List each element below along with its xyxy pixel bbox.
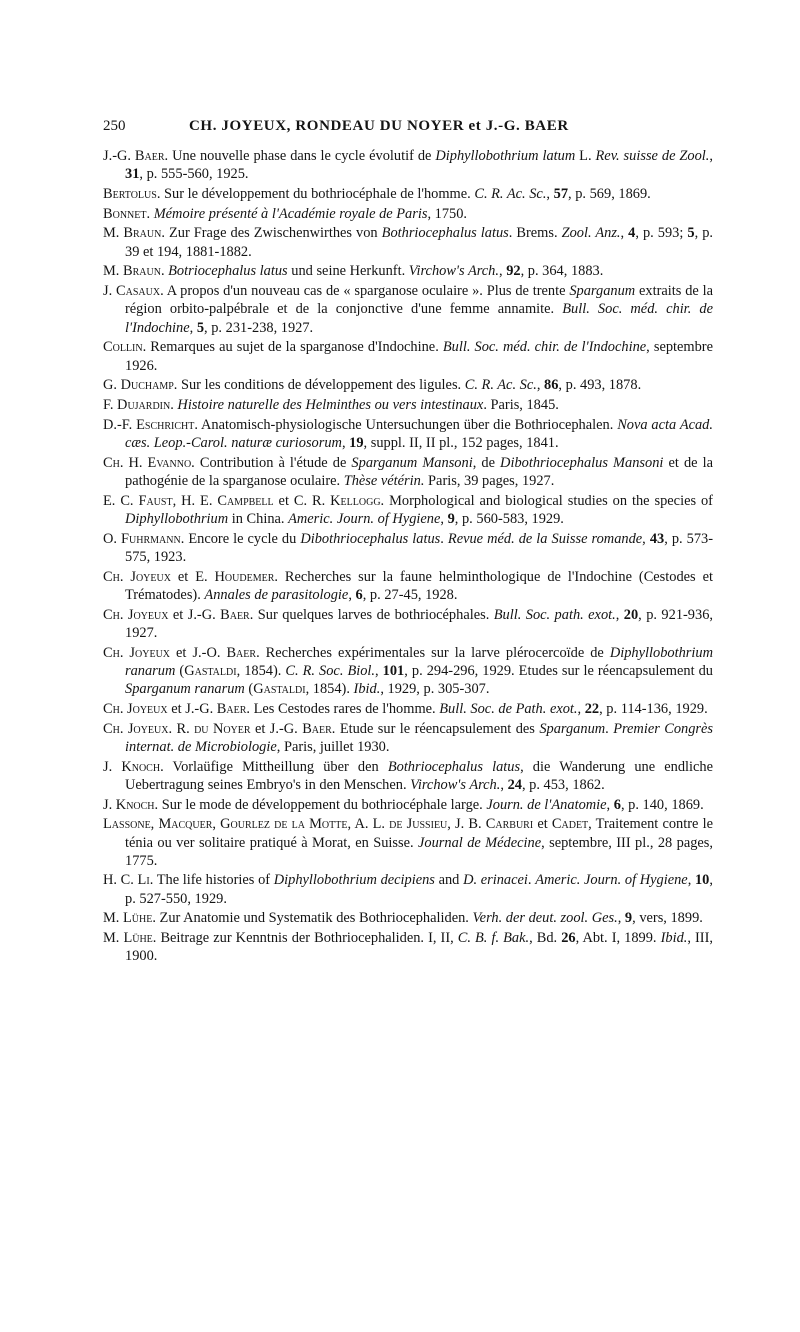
running-head xyxy=(103,118,713,135)
reference-text: , p. 569, 1869. xyxy=(568,185,651,202)
reference-title-italic: Journal de Médecine xyxy=(418,834,542,851)
reference-text: , de xyxy=(472,454,501,471)
reference-text: Paris, 39 pages, 1927. xyxy=(424,472,555,489)
reference-text: , xyxy=(341,434,350,451)
reference-text: , suppl. II, II pl., 152 pages, 1841. xyxy=(363,434,559,451)
reference-text: , xyxy=(615,606,624,623)
reference-title-italic: Nova acta Acad. cæs. Leop.-Carol. naturæ curiosorum xyxy=(125,416,713,451)
reference-text: , p. 493, 1878. xyxy=(558,377,642,394)
reference-text: ( xyxy=(244,681,254,698)
reference-text: , xyxy=(375,662,383,679)
reference-title-italic: Virchow's Arch. xyxy=(410,776,501,793)
reference-title-italic: Bull. Soc. méd. chir. de l'Indochine xyxy=(442,339,647,356)
reference-text: , p. 921-936, 1927. xyxy=(125,606,713,641)
reference-text: . xyxy=(605,720,614,737)
reference-text: , p. 27-45, 1928. xyxy=(362,586,458,603)
reference-text: extraits de la région orbito-palpébrale et de la conjonctive d'une femme annamite. xyxy=(125,283,713,318)
running-head-title: CH. JOYEUX, RONDEAU DU NOYER et J.-G. BAER xyxy=(189,118,569,134)
reference-text: , xyxy=(536,377,545,394)
reference-text: and xyxy=(434,872,464,889)
reference-entry xyxy=(103,871,713,908)
reference-volume: 31 xyxy=(125,166,140,183)
reference-text: . Zur Anatomie und Systematik des Bothriocephaliden. xyxy=(152,910,473,927)
reference-author: Ch. H. Evanno xyxy=(103,454,192,471)
reference-text: et xyxy=(273,492,294,509)
reference-author: Bonnet xyxy=(103,205,147,222)
reference-text: , xyxy=(687,872,695,889)
reference-entry xyxy=(103,815,713,870)
reference-author: Ch. Joyeux xyxy=(103,700,168,717)
reference-entry xyxy=(103,909,713,927)
reference-text: . xyxy=(168,720,177,737)
reference-text: . Recherches expérimentales sur la larve plérocercoïde de xyxy=(256,644,610,661)
reference-text: . Les Cestodes rares de l'homme. xyxy=(246,700,440,717)
reference-text: und seine Herkunft. xyxy=(287,263,409,280)
reference-text: , Abt. I, 1899. xyxy=(575,930,661,947)
reference-text: . Etude sur le réencapsulement des xyxy=(331,720,540,737)
reference-title-italic: Sparganum Mansoni xyxy=(351,454,473,471)
reference-author: Collin xyxy=(103,339,143,356)
reference-volume: 43 xyxy=(649,530,665,547)
reference-author: J.-G. Baer xyxy=(185,700,247,717)
reference-author: J. Knoch xyxy=(103,758,161,775)
reference-volume: 10 xyxy=(694,872,710,889)
reference-text: . Sur quelques larves de bothriocéphales. xyxy=(249,606,494,623)
reference-text: . Beitrage zur Kenntnis der Bothriocephaliden. I, II, xyxy=(152,930,458,947)
reference-text: , p. 39 et 194, 1881-1882. xyxy=(125,225,713,260)
reference-entry xyxy=(103,185,713,203)
reference-author: M. Lühe xyxy=(103,930,153,947)
reference-text: , p. 453, 1862. xyxy=(521,776,605,793)
reference-title-italic: Zool. Anz. xyxy=(561,225,621,242)
reference-volume: 9 xyxy=(624,910,633,927)
reference-title-italic: Dibothriocephalus Mansoni xyxy=(500,454,664,471)
reference-text: , III, 1900. xyxy=(125,930,713,965)
reference-text: , p. 555-560, 1925. xyxy=(139,166,249,183)
reference-title-italic: Diphyllobothrium xyxy=(125,510,229,527)
reference-title-italic: D. erinacei xyxy=(463,872,528,889)
reference-volume: 19 xyxy=(349,434,364,451)
reference-text: , p. 364, 1883. xyxy=(520,263,604,280)
reference-volume: 6 xyxy=(613,796,621,813)
reference-volume: 92 xyxy=(506,263,521,280)
reference-volume: 6 xyxy=(355,586,363,603)
reference-title-italic: Premier Congrès internat. de Microbiologie xyxy=(125,720,713,755)
reference-text: . Recherches sur la faune helminthologique de l'Indochine (Cestodes et Trématodes). xyxy=(125,568,713,603)
reference-text: . Paris, 1845. xyxy=(483,396,559,413)
reference-entry xyxy=(103,568,713,605)
reference-text: . xyxy=(170,396,178,413)
bibliography xyxy=(103,147,713,967)
reference-entry xyxy=(103,644,713,699)
reference-text: et de la pathogénie de la sparganose oculaire. xyxy=(125,454,713,489)
reference-entry xyxy=(103,929,713,966)
reference-text: , xyxy=(546,185,554,202)
reference-text: , xyxy=(498,263,507,280)
reference-text: , xyxy=(620,225,629,242)
reference-text: , 1854). xyxy=(236,662,286,679)
reference-entry xyxy=(103,262,713,280)
reference-author: H. C. Li xyxy=(103,872,150,889)
reference-text: , xyxy=(709,148,713,164)
reference-text: in China. xyxy=(228,510,289,527)
reference-text: . Zur Frage des Zwischenwirthes von xyxy=(161,225,382,242)
reference-author: F. Dujardin xyxy=(103,396,171,413)
reference-text: et xyxy=(533,816,552,833)
reference-author: Cadet xyxy=(551,816,589,833)
reference-author: M. Braun xyxy=(103,225,162,242)
reference-author: G. Duchamp xyxy=(103,377,174,394)
reference-volume: 57 xyxy=(553,185,569,202)
reference-title-italic: C. R. Ac. Sc. xyxy=(464,377,537,394)
reference-text: , p. 140, 1869. xyxy=(620,796,704,813)
reference-text: , p. 231-238, 1927. xyxy=(204,319,314,336)
reference-title-italic: Diphyllobothrium ranarum xyxy=(125,644,713,679)
page-number: 250 xyxy=(103,118,126,134)
reference-text: . A propos d'un nouveau cas de « sparganose oculaire ». Plus de trente xyxy=(160,283,570,300)
reference-text: , septembre, III pl., 28 pages, 1775. xyxy=(125,834,713,869)
reference-title-italic: Verh. der deut. zool. Ges. xyxy=(472,910,618,927)
reference-title-italic: Sparganum xyxy=(539,720,606,737)
reference-author: E. Houdemer xyxy=(195,568,275,585)
reference-author: D.-F. Eschricht xyxy=(103,416,195,433)
reference-text: , p. 527-550, 1929. xyxy=(125,872,713,907)
reference-author: Gastaldi xyxy=(253,681,306,698)
reference-text: . Une nouvelle phase dans le cycle évolutif de xyxy=(164,148,436,164)
reference-author: M. Lühe xyxy=(103,910,153,927)
reference-text: , p. 573-575, 1923. xyxy=(125,530,714,565)
reference-text: . Encore le cycle du xyxy=(180,530,301,547)
reference-volume: 86 xyxy=(544,377,559,394)
reference-title-italic: Bull. Soc. de Path. exot. xyxy=(439,700,578,717)
reference-volume: 26 xyxy=(561,930,576,947)
reference-entry xyxy=(103,530,713,567)
reference-title-italic: Diphyllobothrium latum xyxy=(435,148,576,164)
reference-text: , xyxy=(440,510,448,527)
reference-text: , xyxy=(348,586,356,603)
reference-text: , xyxy=(642,530,650,547)
reference-title-italic: Mémoire présenté à l'Académie royale de Paris xyxy=(153,205,428,222)
reference-text: L. xyxy=(575,148,596,164)
reference-author: J. Casaux xyxy=(103,283,161,300)
reference-title-italic: Sparganum xyxy=(569,283,636,300)
reference-title-italic: Dibothriocephalus latus xyxy=(300,530,441,547)
reference-author: Ch. Joyeux xyxy=(103,606,169,623)
reference-title-italic: Bull. Soc. méd. chir. de l'Indochine xyxy=(125,301,713,336)
reference-author: E. C. Faust, H. E. Campbell xyxy=(103,492,274,509)
reference-text: , Paris, juillet 1930. xyxy=(276,738,390,755)
reference-entry xyxy=(103,492,713,529)
reference-text: . Sur les conditions de développement des ligules. xyxy=(173,377,465,394)
reference-author: J.-G. Baer xyxy=(269,720,332,737)
reference-text: , vers, 1899. xyxy=(632,910,703,927)
reference-text: et xyxy=(167,700,186,717)
reference-text: . Brems. xyxy=(508,225,562,242)
reference-title-italic: Bothriocephalus latus xyxy=(387,758,521,775)
reference-volume: 101 xyxy=(382,662,405,679)
reference-author: J. Knoch xyxy=(103,796,155,813)
reference-entry xyxy=(103,338,713,375)
reference-entry xyxy=(103,282,713,337)
reference-entry xyxy=(103,416,713,453)
reference-text: , 1854). xyxy=(305,681,354,698)
reference-volume: 5 xyxy=(687,225,695,242)
reference-text: , xyxy=(606,796,614,813)
reference-volume: 9 xyxy=(447,510,455,527)
reference-author: Ch. Joyeux xyxy=(103,568,171,585)
reference-entry xyxy=(103,454,713,491)
reference-author: Gastaldi xyxy=(184,662,237,679)
reference-title-italic: Ibid. xyxy=(353,681,381,698)
reference-volume: 22 xyxy=(584,700,600,717)
reference-text: , die Wanderung une endliche Uebertragung seines Embryo's in den Menschen. xyxy=(125,758,714,793)
reference-volume: 4 xyxy=(628,225,636,242)
reference-text: , Bd. xyxy=(529,930,562,947)
reference-title-italic: Bull. Soc. path. exot. xyxy=(493,606,616,623)
reference-title-italic: Americ. Journ. of Hygiene xyxy=(288,510,441,527)
reference-volume: 5 xyxy=(196,319,205,336)
reference-title-italic: Americ. Journ. of Hygiene xyxy=(535,872,688,889)
reference-text: et xyxy=(250,720,270,737)
reference-title-italic: Bothriocephalus latus xyxy=(381,225,509,242)
reference-text: . xyxy=(160,263,169,280)
reference-author: R. du Noyer xyxy=(176,720,251,737)
reference-title-italic: Histoire naturelle des Helminthes ou vers intestinaux xyxy=(177,396,484,413)
reference-author: Bertolus xyxy=(103,185,157,202)
reference-text: , p. 593; xyxy=(635,225,688,242)
reference-author: J.-G. Baer xyxy=(103,148,165,164)
reference-text: . xyxy=(440,530,448,547)
reference-title-italic: C. R. Soc. Biol. xyxy=(285,662,376,679)
reference-text: ( xyxy=(175,662,185,679)
reference-title-italic: Sparganum ranarum xyxy=(125,681,245,698)
reference-text: . Morphological and biological studies on the species of xyxy=(380,492,713,509)
reference-text: . xyxy=(146,205,154,222)
reference-text: . Sur le développement du bothriocéphale de l'homme. xyxy=(156,185,475,202)
reference-entry xyxy=(103,376,713,394)
reference-title-italic: Revue méd. de la Suisse romande xyxy=(447,530,643,547)
reference-text: et xyxy=(170,568,196,585)
reference-title-italic: Botriocephalus latus xyxy=(168,263,288,280)
reference-title-italic: Thèse vétérin. xyxy=(343,472,425,489)
reference-text: . Contribution à l'étude de xyxy=(191,454,352,471)
reference-text: , septembre 1926. xyxy=(125,339,713,374)
reference-text: et xyxy=(168,606,188,623)
reference-entry xyxy=(103,796,713,814)
reference-text: , p. 114-136, 1929. xyxy=(599,700,708,717)
reference-volume: 24 xyxy=(507,776,522,793)
reference-text: , p. 560-583, 1929. xyxy=(454,510,564,527)
reference-text: , p. 294-296, 1929. Etudes sur le réencapsulement du xyxy=(404,662,713,679)
reference-text: , xyxy=(617,910,625,927)
reference-author: J.-O. Baer xyxy=(192,644,257,661)
reference-volume: 20 xyxy=(623,606,639,623)
reference-author: M. Braun xyxy=(103,263,161,280)
reference-entry xyxy=(103,224,713,261)
reference-author: Ch. Joyeux xyxy=(103,644,171,661)
reference-text: , xyxy=(500,776,508,793)
reference-text: , 1929, p. 305-307. xyxy=(380,681,490,698)
reference-author: J.-G. Baer xyxy=(187,606,250,623)
reference-title-italic: C. B. f. Bak. xyxy=(457,930,530,947)
reference-entry xyxy=(103,700,713,718)
reference-text: . The life histories of xyxy=(149,872,274,889)
reference-text: , xyxy=(189,319,197,336)
reference-text: , xyxy=(577,700,585,717)
reference-author: Ch. Joyeux xyxy=(103,720,169,737)
reference-text: , 1750. xyxy=(427,205,468,222)
reference-entry xyxy=(103,396,713,414)
reference-title-italic: Journ. de l'Anatomie xyxy=(486,796,607,813)
reference-text: . Anatomisch-physiologische Untersuchungen über die Bothriocephalen. xyxy=(194,416,618,433)
reference-text: . Vorlaüfige Mittheillung über den xyxy=(160,758,388,775)
reference-title-italic: Virchow's Arch. xyxy=(408,263,499,280)
reference-title-italic: Ibid. xyxy=(660,930,688,947)
reference-title-italic: Rev. suisse de Zool. xyxy=(595,148,710,164)
reference-entry xyxy=(103,758,713,795)
reference-text: . Remarques au sujet de la sparganose d'Indochine. xyxy=(142,339,443,356)
reference-title-italic: Annales de parasitologie xyxy=(204,586,349,603)
reference-entry xyxy=(103,205,713,223)
reference-author: Lassone, Macquer, Gourlez de la Motte, A. L. de Jussieu, J. B. Carburi xyxy=(103,816,534,833)
reference-title-italic: Diphyllobothrium decipiens xyxy=(273,872,435,889)
reference-entry xyxy=(103,720,713,757)
reference-text: . xyxy=(527,872,536,889)
reference-text: , Traitement contre le ténia ou ver solitaire pratiqué à Morat, en Suisse. xyxy=(125,816,713,851)
reference-entry xyxy=(103,147,713,184)
reference-author: O. Fuhrmann xyxy=(103,530,181,547)
reference-text: . Sur le mode de développement du bothriocéphale large. xyxy=(154,796,487,813)
reference-title-italic: C. R. Ac. Sc. xyxy=(474,185,547,202)
reference-entry xyxy=(103,606,713,643)
reference-text: et xyxy=(170,644,193,661)
reference-author: C. R. Kellogg xyxy=(293,492,381,509)
